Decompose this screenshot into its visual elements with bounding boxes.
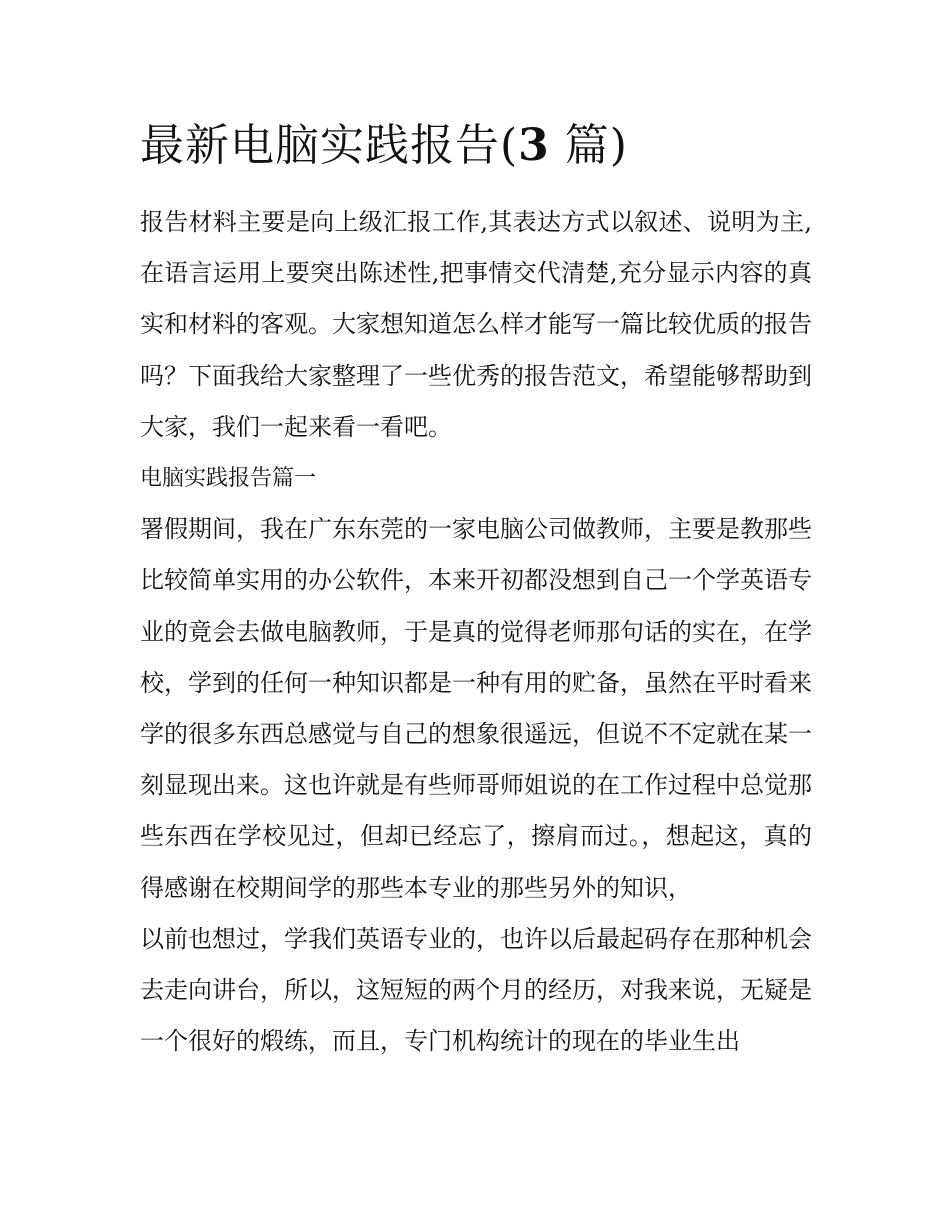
title-count: 3 <box>518 120 550 171</box>
title-prefix: 最新电脑实践报告( <box>140 120 519 171</box>
intro-paragraph: 报告材料主要是向上级汇报工作,其表达方式以叙述、说明为主,在语言运用上要突出陈述性,把事情交代清楚,充分显示内容的真实和材料的客观。大家想知道怎么样才能写一篇比较优质的报告吗？下面我给大家整理了一些优秀的报告范文，希望能够帮助到大家，我们一起来看一看吧。 <box>140 208 812 441</box>
body-paragraph: 署假期间，我在广东东莞的一家电脑公司做教师，主要是教那些比较简单实用的办公软件，本来开初都没想到自己一个学英语专业的竟会去做电脑教师，于是真的觉得老师那句话的实在，在学校，学到的任何一种知识都是一种有用的贮备，虽然在平时看来学的很多东西总感觉与自己的想象很遥远，但说不不定就在某一刻显现出来。这也许就是有些师哥师姐说的在工作过程中总觉那些东西在学校见过，但却已经忘了，擦肩而过。，想起这，真的得感谢在校期间学的那些本专业的那些另外的知识， <box>140 515 812 902</box>
body-paragraph: 以前也想过，学我们英语专业的，也许以后最起码存在那种机会去走向讲台，所以，这短短的两个月的经历，对我来说，无疑是一个很好的煅练，而且，专门机构统计的现在的毕业生出 <box>140 924 812 1056</box>
section-heading: 电脑实践报告篇一 <box>140 466 317 492</box>
page-title <box>140 118 628 174</box>
title-suffix: 篇) <box>549 120 628 171</box>
document-body <box>140 197 812 1067</box>
